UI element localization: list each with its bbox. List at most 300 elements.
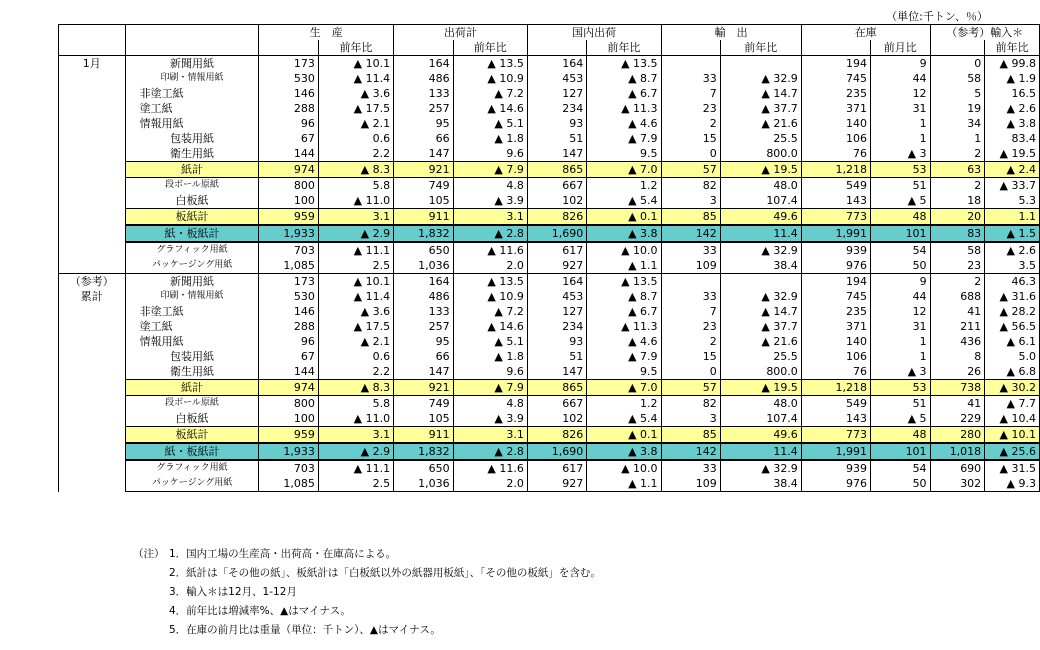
table-cell: 41 bbox=[930, 396, 985, 412]
table-cell: 33 bbox=[661, 242, 720, 258]
table-row bbox=[59, 364, 1040, 380]
row-label: 衛生用紙 bbox=[125, 146, 259, 162]
table-cell: 0.6 bbox=[318, 349, 393, 364]
table-cell: 1 bbox=[871, 116, 931, 131]
table-cell: ▲ 10.9 bbox=[453, 71, 527, 86]
table-cell: ▲ 2.9 bbox=[318, 225, 393, 242]
header-blank bbox=[59, 25, 126, 41]
table-cell: 58 bbox=[930, 242, 985, 258]
table-cell: ▲ 7.2 bbox=[453, 86, 527, 101]
row-label: 塗工紙 bbox=[125, 319, 259, 334]
table-cell: ▲ 11.6 bbox=[453, 460, 527, 476]
table-cell: 7 bbox=[661, 86, 720, 101]
table-cell: 976 bbox=[801, 476, 870, 492]
table-cell: ▲ 21.6 bbox=[720, 116, 801, 131]
table-cell: 1.2 bbox=[587, 396, 661, 412]
table-cell: 142 bbox=[661, 225, 720, 242]
header-group: 在庫 bbox=[801, 25, 930, 41]
table-cell: ▲ 6.7 bbox=[587, 304, 661, 319]
table-cell: 280 bbox=[930, 427, 985, 444]
header-empty bbox=[527, 40, 586, 56]
table-row bbox=[59, 242, 1040, 258]
table-cell: 1,690 bbox=[527, 225, 586, 242]
table-cell: ▲ 1.9 bbox=[985, 71, 1040, 86]
table-cell: 3 bbox=[661, 411, 720, 427]
note-line bbox=[133, 545, 601, 564]
table-cell: ▲ 2.8 bbox=[453, 443, 527, 460]
table-cell: ▲ 0.1 bbox=[587, 427, 661, 444]
table-cell: ▲ 2.8 bbox=[453, 225, 527, 242]
table-cell: 800 bbox=[259, 396, 318, 412]
table-cell: ▲ 10.0 bbox=[587, 242, 661, 258]
row-label: 紙・板紙計 bbox=[125, 443, 259, 460]
table-body bbox=[59, 25, 1040, 492]
table-cell: ▲ 25.6 bbox=[985, 443, 1040, 460]
table-cell: 100 bbox=[259, 193, 318, 209]
table-cell: 9.5 bbox=[587, 146, 661, 162]
table-cell: 5 bbox=[930, 86, 985, 101]
table-cell: 4.8 bbox=[453, 396, 527, 412]
table-cell: ▲ 0.1 bbox=[587, 209, 661, 226]
table-cell: 8 bbox=[930, 349, 985, 364]
table-cell: ▲ 13.5 bbox=[587, 274, 661, 290]
table-row bbox=[59, 86, 1040, 101]
table-cell: 107.4 bbox=[720, 411, 801, 427]
table-cell: 1.2 bbox=[587, 178, 661, 194]
table-cell: 530 bbox=[259, 289, 318, 304]
row-label: 塗工紙 bbox=[125, 101, 259, 116]
table-cell: 9.5 bbox=[587, 364, 661, 380]
table-cell bbox=[720, 274, 801, 290]
table-cell: 1,218 bbox=[801, 162, 870, 178]
table-cell: 745 bbox=[801, 289, 870, 304]
table-cell: 25.5 bbox=[720, 349, 801, 364]
table-cell: 1 bbox=[871, 334, 931, 349]
header-sub: 前年比 bbox=[720, 40, 801, 56]
table-cell: 143 bbox=[801, 411, 870, 427]
table-row bbox=[59, 162, 1040, 178]
table-cell: 229 bbox=[930, 411, 985, 427]
table-row bbox=[59, 116, 1040, 131]
table-cell: ▲ 10.1 bbox=[318, 56, 393, 72]
section-label-line: 1月 bbox=[82, 57, 101, 70]
row-label: 情報用紙 bbox=[125, 116, 259, 131]
table-cell: 974 bbox=[259, 162, 318, 178]
table-cell: ▲ 1.8 bbox=[453, 349, 527, 364]
table-row bbox=[59, 209, 1040, 226]
table-cell: 371 bbox=[801, 101, 870, 116]
table-cell: 927 bbox=[527, 258, 586, 274]
table-cell: 41 bbox=[930, 304, 985, 319]
table-cell: 3 bbox=[661, 193, 720, 209]
table-cell: 66 bbox=[394, 131, 453, 146]
table-cell: 48 bbox=[871, 427, 931, 444]
table-cell: 800.0 bbox=[720, 146, 801, 162]
table-cell: 3.1 bbox=[453, 209, 527, 226]
table-cell: 2 bbox=[930, 146, 985, 162]
table-cell: 690 bbox=[930, 460, 985, 476]
table-cell: 5.8 bbox=[318, 178, 393, 194]
table-cell: 66 bbox=[394, 349, 453, 364]
table-cell: 34 bbox=[930, 116, 985, 131]
table-row bbox=[59, 427, 1040, 444]
table-cell: 959 bbox=[259, 427, 318, 444]
header-empty bbox=[661, 40, 720, 56]
table-cell: 95 bbox=[394, 334, 453, 349]
table-cell: 2 bbox=[661, 116, 720, 131]
table-cell: 147 bbox=[527, 146, 586, 162]
row-label: 白板紙 bbox=[125, 193, 259, 209]
table-cell: ▲ 8.7 bbox=[587, 71, 661, 86]
row-label: 板紙計 bbox=[125, 427, 259, 444]
table-cell: 7 bbox=[661, 304, 720, 319]
table-cell: ▲ 11.3 bbox=[587, 319, 661, 334]
table-cell: 939 bbox=[801, 460, 870, 476]
table-cell: 2.5 bbox=[318, 476, 393, 492]
header-row-groups bbox=[59, 25, 1040, 41]
table-cell: ▲ 5 bbox=[871, 411, 931, 427]
table-cell: 67 bbox=[259, 131, 318, 146]
table-cell: ▲ 56.5 bbox=[985, 319, 1040, 334]
table-cell: ▲ 1.5 bbox=[985, 225, 1040, 242]
table-cell: 1 bbox=[871, 349, 931, 364]
table-cell: ▲ 3.9 bbox=[453, 411, 527, 427]
table-cell: 102 bbox=[527, 411, 586, 427]
table-cell: ▲ 2.6 bbox=[985, 101, 1040, 116]
table-cell: ▲ 11.4 bbox=[318, 71, 393, 86]
table-cell: 0 bbox=[661, 364, 720, 380]
table-cell: 23 bbox=[661, 319, 720, 334]
table-cell: ▲ 5 bbox=[871, 193, 931, 209]
table-cell: 927 bbox=[527, 476, 586, 492]
table-cell: 58 bbox=[930, 71, 985, 86]
table-cell: ▲ 37.7 bbox=[720, 101, 801, 116]
table-cell: 257 bbox=[394, 101, 453, 116]
table-cell: 146 bbox=[259, 304, 318, 319]
table-cell: 26 bbox=[930, 364, 985, 380]
row-label: 紙計 bbox=[125, 162, 259, 178]
table-cell: 100 bbox=[259, 411, 318, 427]
row-label: パッケージング用紙 bbox=[125, 258, 259, 274]
table-cell: 164 bbox=[527, 56, 586, 72]
table-cell: 826 bbox=[527, 209, 586, 226]
table-cell: 800 bbox=[259, 178, 318, 194]
table-cell: 23 bbox=[930, 258, 985, 274]
table-cell: 2.2 bbox=[318, 146, 393, 162]
table-cell: 15 bbox=[661, 349, 720, 364]
table-cell: 650 bbox=[394, 460, 453, 476]
table-cell: ▲ 32.9 bbox=[720, 71, 801, 86]
table-cell: 142 bbox=[661, 443, 720, 460]
table-cell: 50 bbox=[871, 476, 931, 492]
table-row bbox=[59, 178, 1040, 194]
table-row bbox=[59, 411, 1040, 427]
table-cell: 911 bbox=[394, 427, 453, 444]
table-cell: 288 bbox=[259, 319, 318, 334]
table-cell: 194 bbox=[801, 274, 870, 290]
table-cell: ▲ 3.8 bbox=[587, 443, 661, 460]
table-cell: 3.1 bbox=[318, 427, 393, 444]
table-cell: ▲ 11.1 bbox=[318, 242, 393, 258]
header-sub: 前月比 bbox=[871, 40, 931, 56]
header-blank bbox=[125, 40, 259, 56]
table-cell: 1,832 bbox=[394, 443, 453, 460]
table-cell: ▲ 7.9 bbox=[453, 380, 527, 396]
header-sub: 前年比 bbox=[318, 40, 393, 56]
table-row bbox=[59, 131, 1040, 146]
table-cell: 15 bbox=[661, 131, 720, 146]
header-group: 国内出荷 bbox=[527, 25, 661, 41]
table-cell: ▲ 32.9 bbox=[720, 460, 801, 476]
table-cell: 773 bbox=[801, 209, 870, 226]
table-cell: ▲ 6.8 bbox=[985, 364, 1040, 380]
table-cell: 4.8 bbox=[453, 178, 527, 194]
table-cell: 140 bbox=[801, 334, 870, 349]
table-cell: 211 bbox=[930, 319, 985, 334]
table-cell: 1,933 bbox=[259, 443, 318, 460]
table-cell: 1,018 bbox=[930, 443, 985, 460]
header-sub: 前年比 bbox=[587, 40, 661, 56]
table-cell: 133 bbox=[394, 86, 453, 101]
table-cell: 140 bbox=[801, 116, 870, 131]
table-cell: 235 bbox=[801, 304, 870, 319]
table-cell: 57 bbox=[661, 380, 720, 396]
table-cell: 2 bbox=[930, 274, 985, 290]
table-cell: 453 bbox=[527, 289, 586, 304]
header-blank bbox=[59, 40, 126, 56]
table-cell: ▲ 7.2 bbox=[453, 304, 527, 319]
note-line bbox=[133, 602, 601, 621]
table-cell: 63 bbox=[930, 162, 985, 178]
table-cell: ▲ 5.4 bbox=[587, 193, 661, 209]
table-cell: ▲ 99.8 bbox=[985, 56, 1040, 72]
table-cell: ▲ 3.6 bbox=[318, 86, 393, 101]
row-label: 板紙計 bbox=[125, 209, 259, 226]
table-cell: 106 bbox=[801, 131, 870, 146]
header-empty bbox=[801, 40, 870, 56]
header-row-subs bbox=[59, 40, 1040, 56]
table-cell: ▲ 13.5 bbox=[453, 56, 527, 72]
table-cell: 959 bbox=[259, 209, 318, 226]
row-label: 非塗工紙 bbox=[125, 304, 259, 319]
table-cell bbox=[661, 56, 720, 72]
row-label: グラフィック用紙 bbox=[125, 242, 259, 258]
table-cell: 49.6 bbox=[720, 427, 801, 444]
table-cell: 51 bbox=[871, 396, 931, 412]
table-cell: 50 bbox=[871, 258, 931, 274]
table-row bbox=[59, 274, 1040, 290]
table-cell: 16.5 bbox=[985, 86, 1040, 101]
table-cell: 703 bbox=[259, 460, 318, 476]
table-cell: ▲ 31.6 bbox=[985, 289, 1040, 304]
table-cell: ▲ 14.7 bbox=[720, 86, 801, 101]
table-cell: ▲ 32.9 bbox=[720, 242, 801, 258]
table-cell: 865 bbox=[527, 162, 586, 178]
table-cell: 194 bbox=[801, 56, 870, 72]
table-row bbox=[59, 304, 1040, 319]
note-line bbox=[133, 583, 601, 602]
table-cell: ▲ 11.0 bbox=[318, 411, 393, 427]
row-label: 印刷・情報用紙 bbox=[125, 289, 259, 304]
table-cell: ▲ 10.0 bbox=[587, 460, 661, 476]
table-cell: 83 bbox=[930, 225, 985, 242]
table-cell: 911 bbox=[394, 209, 453, 226]
table-cell: 20 bbox=[930, 209, 985, 226]
table-cell: 54 bbox=[871, 460, 931, 476]
table-cell bbox=[720, 56, 801, 72]
table-cell: 9.6 bbox=[453, 146, 527, 162]
table-cell: 105 bbox=[394, 411, 453, 427]
table-cell: 0 bbox=[661, 146, 720, 162]
table-cell: ▲ 2.9 bbox=[318, 443, 393, 460]
header-sub: 前年比 bbox=[985, 40, 1040, 56]
table-cell: 302 bbox=[930, 476, 985, 492]
table-cell: 51 bbox=[527, 349, 586, 364]
table-cell: 95 bbox=[394, 116, 453, 131]
table-cell: ▲ 4.6 bbox=[587, 334, 661, 349]
table-cell: ▲ 14.6 bbox=[453, 101, 527, 116]
header-sub: 前年比 bbox=[453, 40, 527, 56]
table-cell: 143 bbox=[801, 193, 870, 209]
table-cell: 147 bbox=[527, 364, 586, 380]
table-cell: 57 bbox=[661, 162, 720, 178]
table-cell: 749 bbox=[394, 178, 453, 194]
table-cell: ▲ 6.7 bbox=[587, 86, 661, 101]
table-cell: 1,036 bbox=[394, 258, 453, 274]
table-cell: 826 bbox=[527, 427, 586, 444]
table-cell: ▲ 3.9 bbox=[453, 193, 527, 209]
table-cell: 0 bbox=[930, 56, 985, 72]
table-cell: ▲ 33.7 bbox=[985, 178, 1040, 194]
note-line bbox=[133, 564, 601, 583]
table-cell: ▲ 3.8 bbox=[985, 116, 1040, 131]
note-4: 4．前年比は増減率%、▲はマイナス。 bbox=[169, 605, 351, 617]
table-cell: 2.0 bbox=[453, 258, 527, 274]
header-empty bbox=[259, 40, 318, 56]
table-cell: 11.4 bbox=[720, 443, 801, 460]
table-cell: ▲ 1.8 bbox=[453, 131, 527, 146]
table-cell: 173 bbox=[259, 56, 318, 72]
table-cell: 1,933 bbox=[259, 225, 318, 242]
table-cell: 5.0 bbox=[985, 349, 1040, 364]
table-cell: ▲ 5.1 bbox=[453, 116, 527, 131]
table-cell: ▲ 19.5 bbox=[720, 380, 801, 396]
table-cell: ▲ 11.4 bbox=[318, 289, 393, 304]
row-label: パッケージング用紙 bbox=[125, 476, 259, 492]
table-cell: 257 bbox=[394, 319, 453, 334]
row-label: 白板紙 bbox=[125, 411, 259, 427]
table-cell: ▲ 13.5 bbox=[453, 274, 527, 290]
table-cell: ▲ 17.5 bbox=[318, 101, 393, 116]
table-row bbox=[59, 460, 1040, 476]
header-group: 生 産 bbox=[259, 25, 394, 41]
table-cell: 93 bbox=[527, 116, 586, 131]
table-row bbox=[59, 56, 1040, 72]
table-cell: 667 bbox=[527, 396, 586, 412]
table-cell: 617 bbox=[527, 460, 586, 476]
notes bbox=[133, 545, 601, 640]
table-cell: ▲ 1.1 bbox=[587, 476, 661, 492]
table-cell: 83.4 bbox=[985, 131, 1040, 146]
table-cell: 1,218 bbox=[801, 380, 870, 396]
table-cell: 939 bbox=[801, 242, 870, 258]
table-cell: ▲ 21.6 bbox=[720, 334, 801, 349]
table-cell: ▲ 2.4 bbox=[985, 162, 1040, 178]
table-cell: 48.0 bbox=[720, 396, 801, 412]
table-cell: ▲ 9.3 bbox=[985, 476, 1040, 492]
table-cell: 96 bbox=[259, 116, 318, 131]
section-label-line: 累計 bbox=[80, 290, 103, 303]
table-cell: 54 bbox=[871, 242, 931, 258]
table-cell: 1,690 bbox=[527, 443, 586, 460]
header-group: （参考）輸入＊ bbox=[930, 25, 1039, 41]
table-cell: ▲ 28.2 bbox=[985, 304, 1040, 319]
table-cell: 234 bbox=[527, 101, 586, 116]
table-cell: 101 bbox=[871, 225, 931, 242]
table-cell: ▲ 7.7 bbox=[985, 396, 1040, 412]
table-cell: 773 bbox=[801, 427, 870, 444]
table-cell: 76 bbox=[801, 146, 870, 162]
row-label: 紙・板紙計 bbox=[125, 225, 259, 242]
table-cell: 703 bbox=[259, 242, 318, 258]
table-cell: 25.5 bbox=[720, 131, 801, 146]
table-cell: ▲ 11.3 bbox=[587, 101, 661, 116]
note-3: 3．輸入＊は12月、1-12月 bbox=[169, 586, 297, 598]
table-cell: 650 bbox=[394, 242, 453, 258]
table-cell: ▲ 8.3 bbox=[318, 380, 393, 396]
table-cell: 1 bbox=[930, 131, 985, 146]
table-cell: 2.2 bbox=[318, 364, 393, 380]
table-cell: 486 bbox=[394, 289, 453, 304]
table-cell: 1,991 bbox=[801, 443, 870, 460]
table-cell: ▲ 5.1 bbox=[453, 334, 527, 349]
table-cell: 2 bbox=[661, 334, 720, 349]
table-cell: 1,085 bbox=[259, 258, 318, 274]
table-cell: 109 bbox=[661, 476, 720, 492]
table-cell: 12 bbox=[871, 304, 931, 319]
table-cell: 85 bbox=[661, 427, 720, 444]
table-row bbox=[59, 319, 1040, 334]
notes-label: （注） bbox=[133, 548, 165, 560]
table-cell: 3.1 bbox=[318, 209, 393, 226]
table-cell: 12 bbox=[871, 86, 931, 101]
table-cell: 11.4 bbox=[720, 225, 801, 242]
table-cell: 617 bbox=[527, 242, 586, 258]
table-cell: 101 bbox=[871, 443, 931, 460]
unit-note: （単位:千トン、％） bbox=[886, 10, 988, 23]
table-row bbox=[59, 101, 1040, 116]
header-empty bbox=[394, 40, 453, 56]
table-cell: ▲ 4.6 bbox=[587, 116, 661, 131]
row-label: 新聞用紙 bbox=[125, 56, 259, 72]
table-row bbox=[59, 146, 1040, 162]
table-cell: 85 bbox=[661, 209, 720, 226]
table-cell: ▲ 2.1 bbox=[318, 334, 393, 349]
table-cell: 9 bbox=[871, 56, 931, 72]
section-label bbox=[59, 56, 126, 274]
table-cell: 33 bbox=[661, 460, 720, 476]
table-cell: ▲ 3.6 bbox=[318, 304, 393, 319]
table-cell: ▲ 3 bbox=[871, 146, 931, 162]
table-cell: 1 bbox=[871, 131, 931, 146]
table-cell: 486 bbox=[394, 71, 453, 86]
table-cell: ▲ 13.5 bbox=[587, 56, 661, 72]
table-cell bbox=[661, 274, 720, 290]
table-cell: 51 bbox=[871, 178, 931, 194]
row-label: 段ボール原紙 bbox=[125, 396, 259, 412]
table-cell: 1.1 bbox=[985, 209, 1040, 226]
table-cell: ▲ 7.0 bbox=[587, 380, 661, 396]
